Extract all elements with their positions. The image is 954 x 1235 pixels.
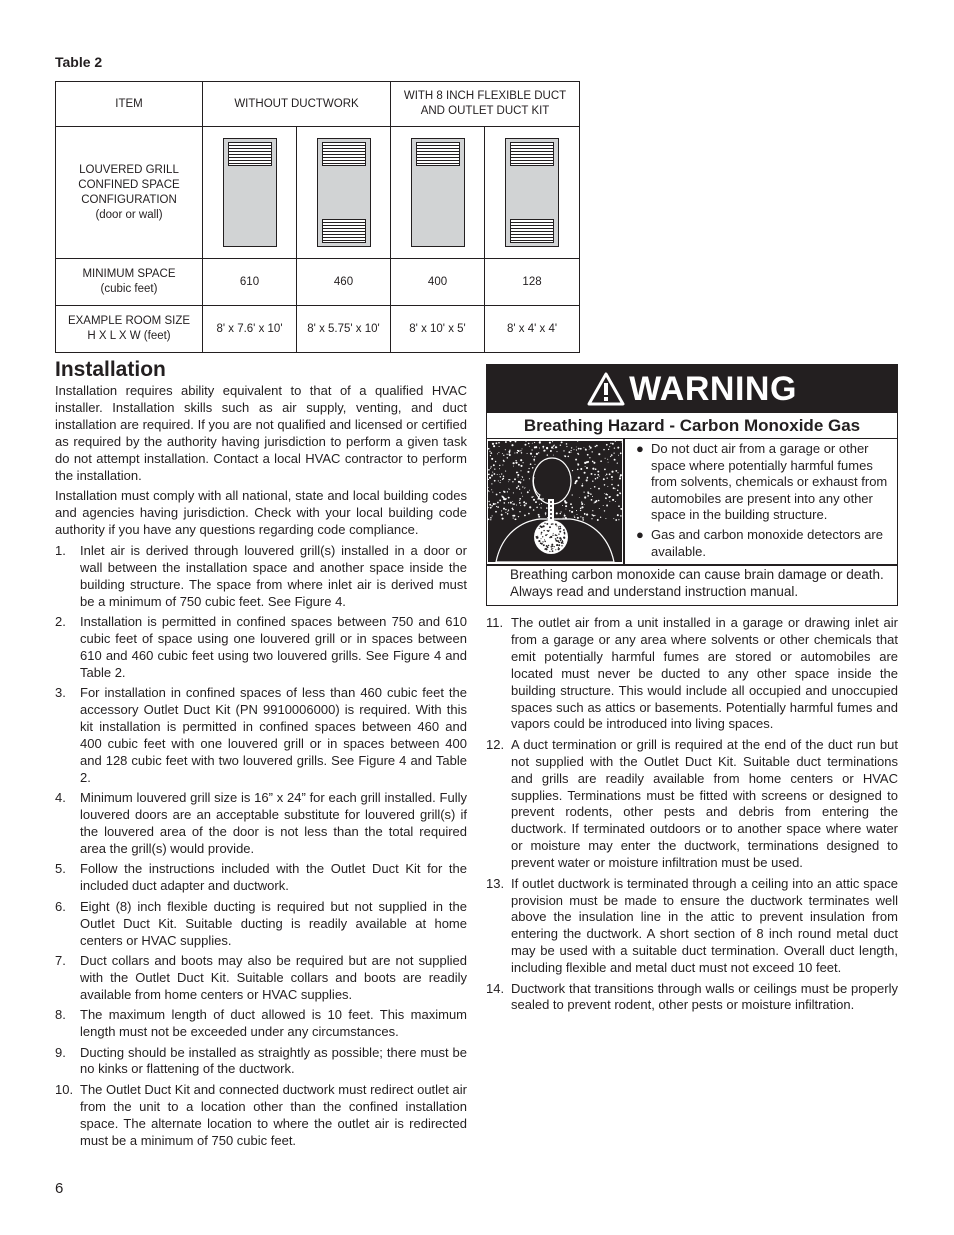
room-size-label: EXAMPLE ROOM SIZE: [67, 315, 191, 327]
min-space-value: 400: [391, 259, 485, 306]
list-item: [55, 685, 467, 786]
warning-divider: [623, 439, 625, 564]
list-number: 13.: [486, 875, 505, 891]
warning-bullets: [633, 441, 891, 563]
warning-bullet: [633, 527, 891, 560]
list-item: [486, 615, 898, 733]
door-one-grill-diagram: [411, 138, 465, 247]
list-text: Follow the instructions included with the Outlet Duct Kit for the included duct adapter and ductwork.: [80, 861, 467, 894]
list-number: 1.: [55, 543, 66, 559]
left-column: [55, 383, 467, 1153]
warning-triangle-icon: [587, 372, 625, 406]
warning-bullet-text: Do not duct air from a garage or other space where potentially harmful fumes from solvents, chemicals or exhaust from automobiles are present into any other space in the building structure.: [651, 441, 888, 523]
list-item: [55, 1007, 467, 1041]
config-cell-3: [391, 127, 485, 259]
list-number: 14.: [486, 980, 505, 996]
hazard-title: Breathing Hazard - Carbon Monoxide Gas: [487, 413, 897, 439]
warning-header: [487, 365, 897, 413]
header-with-duct-kit: WITH 8 INCH FLEXIBLE DUCT AND OUTLET DUCT KIT: [391, 82, 580, 127]
min-space-value: 128: [485, 259, 580, 306]
list-number: 4.: [55, 790, 66, 806]
installation-paragraph: Installation requires ability equivalent to that of a qualified HVAC installer. Installation skills such as air supply, venting, and duct installation are required. If you are not qualified and licensed or certified as required by the authority having jurisdiction to perform a given task do not attempt installation. Contact a local HVAC contractor to perform the installation.: [55, 383, 467, 483]
list-item: [55, 1082, 467, 1150]
list-item: [55, 861, 467, 895]
page-number: 6: [55, 1180, 64, 1197]
breathing-hazard-icon: [488, 441, 622, 562]
bullet-icon: ●: [636, 526, 644, 542]
right-column: [486, 615, 898, 1018]
list-text: If outlet ductwork is terminated through a ceiling into an attic space provision must be made to ensure the ductwork terminates well above the insulation line in the attic to prevent insulation from entering the ductwork. A short section of 8 inch round metal duct may be used with a suitable duct termination. Overall duct length, including flexible and metal duct must not exceed 10 feet.: [511, 875, 898, 976]
list-item: [55, 1045, 467, 1079]
list-number: 6.: [55, 898, 66, 914]
min-space-value: 610: [203, 259, 297, 306]
louvered-grill: [416, 142, 460, 166]
room-size-value: 8' x 4' x 4': [485, 306, 580, 353]
carbon-monoxide-hazard-pictogram: [488, 441, 622, 562]
louvered-grill: [322, 219, 366, 243]
list-text: Eight (8) inch flexible ducting is required but not supplied in the Outlet Duct Kit. Suitable ducting is readily available at home centers or HVAC supplies.: [80, 898, 467, 948]
list-number: 2.: [55, 614, 66, 630]
list-text: Ducting should be installed as straightly as possible; there must be no kinks or flattening of the ductwork.: [80, 1044, 467, 1077]
warning-box: [486, 364, 898, 606]
warning-footer: Breathing carbon monoxide can cause brain damage or death. Always read and understand instruction manual.: [510, 567, 884, 599]
louvered-grill: [510, 142, 554, 166]
table-caption: Table 2: [55, 54, 103, 70]
list-number: 12.: [486, 736, 505, 752]
door-two-grills-diagram: [505, 138, 559, 247]
louvered-grill: [228, 142, 272, 166]
list-number: 5.: [55, 861, 66, 877]
room-size-value: 8' x 5.75' x 10': [297, 306, 391, 353]
installation-list-right: [486, 615, 898, 1014]
list-item: [55, 953, 467, 1004]
list-text: Installation is permitted in confined spaces between 750 and 610 cubic feet of space using one louvered grill or in spaces between 610 and 460 cubic feet using two louvered grills. See Figure 4 and Table 2.: [80, 614, 467, 680]
warning-signal-word: WARNING: [629, 369, 797, 408]
installation-list-left: [55, 543, 467, 1149]
min-space-label: MINIMUM SPACE: [82, 268, 176, 280]
list-number: 10.: [55, 1081, 74, 1097]
config-cell-2: [297, 127, 391, 259]
room-size-value: 8' x 10' x 5': [391, 306, 485, 353]
config-cell-4: [485, 127, 580, 259]
warning-bullet: [633, 441, 891, 524]
config-label-cell: [56, 127, 203, 259]
list-item: [486, 737, 898, 872]
warning-bullet-text: Gas and carbon monoxide detectors are available.: [651, 526, 883, 559]
room-size-label-cell: [56, 306, 203, 353]
min-space-label-cell: [56, 259, 203, 306]
door-two-grills-diagram: [317, 138, 371, 247]
list-text: Ductwork that transitions through walls or ceilings must be properly sealed to prevent rodent, other pests or moisture infiltration.: [511, 980, 898, 1013]
room-size-value: 8' x 7.6' x 10': [203, 306, 297, 353]
list-text: Minimum louvered grill size is 16” x 24” for each grill installed. Fully louvered doors are an acceptable substitute for louvered grill(s) if the louvered area of the door is not less than the total required area the grill(s) would provide.: [80, 790, 467, 857]
list-text: The maximum length of duct allowed is 10 feet. This maximum length must not be exceeded under any circumstances.: [80, 1007, 467, 1040]
list-item: [55, 543, 467, 611]
list-text: Duct collars and boots may also be required but are not supplied with the Outlet Duct Kit. Suitable collars and boots are readily available from home centers or HVAC supplies.: [80, 953, 467, 1002]
louvered-grill: [322, 142, 366, 166]
list-item: [55, 790, 467, 858]
list-text: A duct termination or grill is required at the end of the duct run but not supplied with the Outlet Duct Kit. Suitable duct terminations and grills are readily available from home centers or HVAC supplies. Terminations must be fitted with screens or designed to prevent rodents, other pests and debris from entering the ductwork. If terminated outdoors or to another space where water or moisture may enter the ductwork, terminations designed to prevent water or moisture infiltration must be used.: [511, 736, 898, 871]
config-cell-1: [203, 127, 297, 259]
list-item: [55, 614, 467, 682]
installation-paragraph: Installation must comply with all national, state and local building codes and agencies having jurisdiction. Check with your local building code authority if you have any questions regarding code compliance.: [55, 488, 467, 538]
clearance-table: [55, 81, 580, 353]
list-item: [55, 899, 467, 950]
bullet-icon: ●: [636, 441, 644, 456]
room-size-sublabel: H X L X W (feet): [87, 330, 171, 342]
list-number: 11.: [486, 615, 504, 630]
installation-heading: Installation: [55, 358, 166, 381]
min-space-sublabel: (cubic feet): [100, 283, 158, 295]
list-item: [486, 981, 898, 1015]
list-number: 7.: [55, 953, 66, 968]
list-number: 8.: [55, 1007, 66, 1023]
list-item: [486, 876, 898, 977]
list-number: 9.: [55, 1044, 66, 1060]
min-space-value: 460: [297, 259, 391, 306]
list-text: The Outlet Duct Kit and connected ductwork must redirect outlet air from the unit to a location other than the confined installation space. The alternate location to where the outlet air is redirected must be a minimum of 750 cubic feet.: [80, 1081, 467, 1148]
header-without-ductwork: WITHOUT DUCTWORK: [203, 82, 391, 127]
list-text: For installation in confined spaces of less than 460 cubic feet the accessory Outlet Duct Kit (PN 9910006000) is required. With this kit installation is permitted in confined spaces between 460 and 400 cubic feet with one louvered grill or in spaces between 400 and 128 cubic feet with two louvered grills. See Figure 4 and Table 2.: [80, 685, 467, 785]
config-label: LOUVERED GRILL CONFINED SPACE CONFIGURATION: [78, 163, 180, 206]
list-text: The outlet air from a unit installed in a garage or drawing inlet air from a garage or any area where solvents or other chemicals that emit potentially harmful fumes are stored or automobiles are located must never be ducted to any other space inside the building structure. This would include all occupied and unoccupied spaces such as attics or basements. Potentially harmful fumes and vapors could be introduced into living spaces.: [511, 615, 898, 732]
door-one-grill-diagram: [223, 138, 277, 247]
header-item: ITEM: [56, 82, 203, 127]
list-text: Inlet air is derived through louvered grill(s) installed in a door or wall between the installation space and another space inside the building structure. The space from where inlet air is derived must be a minimum of 750 cubic feet. See Figure 4.: [80, 543, 467, 609]
louvered-grill: [510, 219, 554, 243]
config-sublabel: (door or wall): [95, 208, 163, 221]
list-number: 3.: [55, 685, 66, 701]
